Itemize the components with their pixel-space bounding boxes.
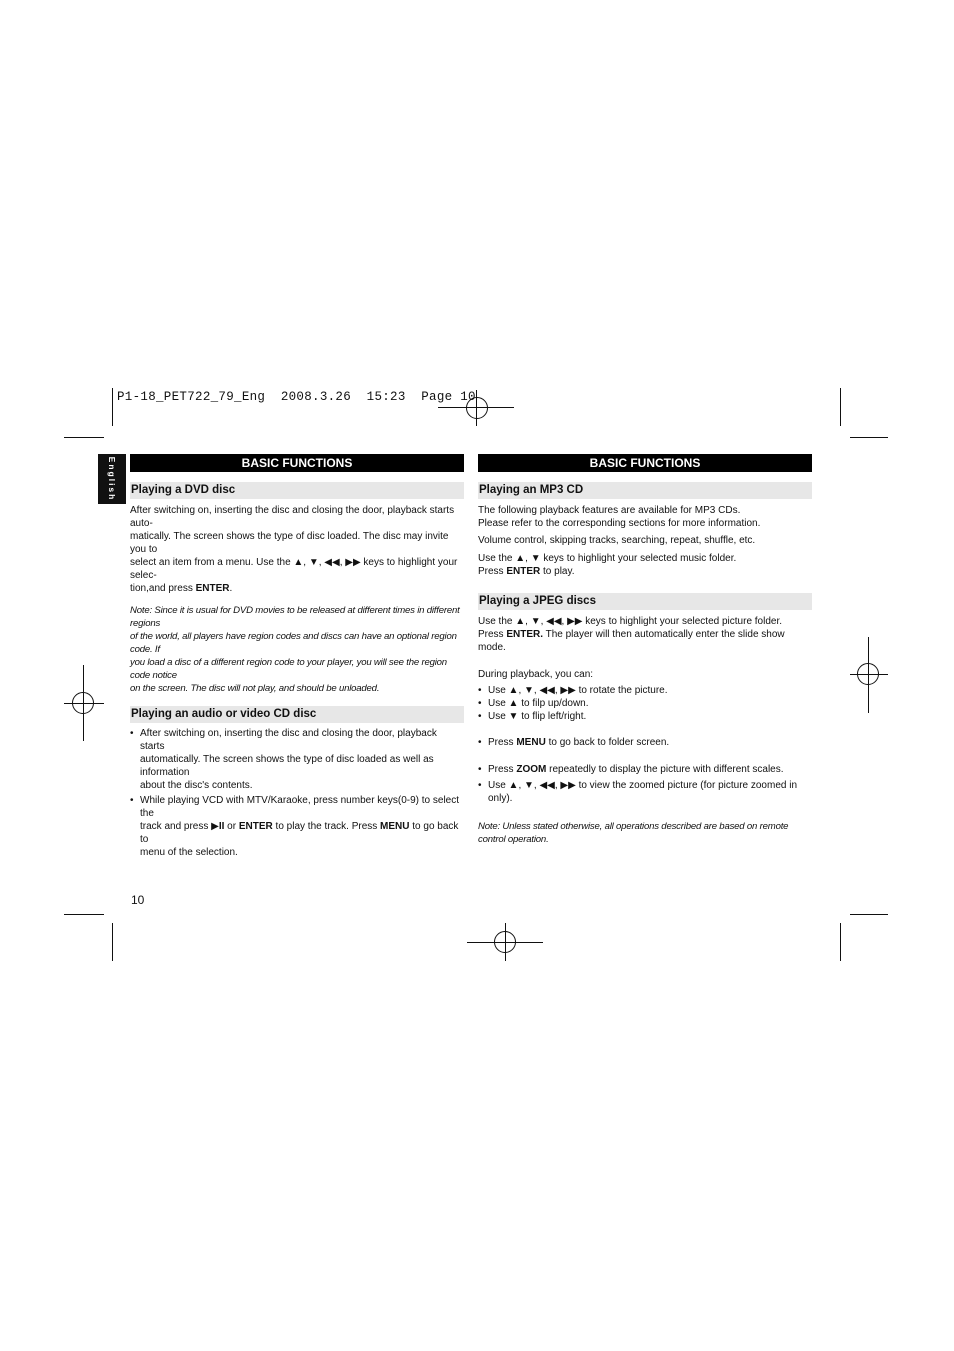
crop-mark xyxy=(112,388,113,426)
text-line: about the disc's contents. xyxy=(140,780,253,791)
note-line: Note: Since it is usual for DVD movies to be released at different times in different regions xyxy=(130,605,460,629)
key-zoom: ZOOM xyxy=(516,764,547,775)
text-line: • After switching on, inserting the disc and closing the door, playback starts xyxy=(140,728,437,752)
text-line: During playback, you can: xyxy=(478,669,594,680)
registration-mark xyxy=(494,931,516,953)
text-run: Press xyxy=(478,629,507,640)
text-line xyxy=(478,565,812,578)
text-line: menu of the selection. xyxy=(140,847,238,858)
heading-jpeg: Playing a JPEG discs xyxy=(478,593,812,610)
heading-dvd: Playing a DVD disc xyxy=(130,482,464,499)
note-line: control operation. xyxy=(478,834,549,845)
heading-mp3: Playing an MP3 CD xyxy=(478,482,812,499)
registration-mark xyxy=(72,692,94,714)
text-line: • While playing VCD with MTV/Karaoke, press number keys(0-9) to select the xyxy=(140,795,460,819)
text-line: The following playback features are available for MP3 CDs. xyxy=(478,505,741,516)
text-run: The player will then automatically enter the slide show mode. xyxy=(478,629,785,653)
text-line xyxy=(140,820,464,846)
text-run: . xyxy=(229,583,233,594)
printer-slug: P1-18_PET722_79_Eng 2008.3.26 15:23 Page 10 xyxy=(117,390,476,404)
crop-mark xyxy=(840,923,841,961)
text-run: to go back to xyxy=(140,821,459,845)
text-line xyxy=(478,628,812,654)
heading-cd: Playing an audio or video CD disc xyxy=(130,706,464,723)
list-item xyxy=(130,727,464,792)
list-item xyxy=(478,763,812,776)
text-run: Press xyxy=(478,566,507,577)
cd-list xyxy=(130,727,464,859)
language-label: English xyxy=(107,456,117,502)
text-run: or xyxy=(224,821,239,832)
text-line: Use the ▲, ▼, ◀◀, ▶▶ keys to highlight your selected picture folder. xyxy=(478,616,783,627)
crop-mark xyxy=(850,914,888,915)
list-item: • Use ▲, ▼, ◀◀, ▶▶ to view the zoomed picture (for picture zoomed in only). xyxy=(478,779,812,805)
note-line: on the screen. The disc will not play, and should be unloaded. xyxy=(130,683,380,694)
text-run: to play. xyxy=(540,566,575,577)
text-run: tion,and press xyxy=(130,583,196,594)
text-line: Please refer to the corresponding sections for more information. xyxy=(478,518,761,529)
mp3-paragraph xyxy=(478,504,812,578)
registration-mark xyxy=(857,663,879,685)
jpeg-note xyxy=(478,820,812,846)
text-line xyxy=(130,582,464,595)
key-enter: ENTER xyxy=(238,821,273,832)
list-item: • Use ▲ to filp up/down. xyxy=(478,697,812,710)
crop-mark xyxy=(112,923,113,961)
right-column xyxy=(478,454,812,846)
key-menu: MENU xyxy=(380,821,410,832)
crop-mark xyxy=(850,437,888,438)
page-number: 10 xyxy=(131,893,145,907)
text-run: Press xyxy=(488,764,517,775)
text-run: Press xyxy=(488,737,517,748)
section-band: BASIC FUNCTIONS xyxy=(478,454,812,472)
text-line: Use the ▲, ▼ keys to highlight your selected music folder. xyxy=(478,553,737,564)
text-line: After switching on, inserting the disc and closing the door, playback starts auto- xyxy=(130,505,455,529)
note-line: Note: Unless stated otherwise, all operations described are based on remote xyxy=(478,821,789,832)
text-run: repeatedly to display the picture with different scales. xyxy=(546,764,784,775)
key-enter: ENTER xyxy=(195,583,230,594)
text-line: Volume control, skipping tracks, searching, repeat, shuffle, etc. xyxy=(478,535,756,546)
text-run: track and press xyxy=(140,821,212,832)
text-line: automatically. The screen shows the type of disc loaded as well as information xyxy=(140,754,434,778)
list-item xyxy=(130,794,464,859)
left-column xyxy=(130,454,464,859)
text-line: select an item from a menu. Use the ▲, ▼, ◀◀, ▶▶ keys to highlight your selec- xyxy=(130,557,458,581)
dvd-paragraph xyxy=(130,504,464,595)
registration-mark xyxy=(466,397,488,419)
list-item: • Use ▲, ▼, ◀◀, ▶▶ to rotate the picture. xyxy=(478,684,812,697)
crop-mark xyxy=(840,388,841,426)
text-run: to go back to folder screen. xyxy=(545,737,670,748)
note-line: of the world, all players have region codes and discs can have an optional region code. If xyxy=(130,631,457,655)
text-line: matically. The screen shows the type of disc loaded. The disc may invite you to xyxy=(130,531,449,555)
crop-mark xyxy=(64,914,104,915)
key-enter: ENTER. xyxy=(506,629,544,640)
key-menu: MENU xyxy=(516,737,546,748)
section-band: BASIC FUNCTIONS xyxy=(130,454,464,472)
key-play-pause: ▶II xyxy=(211,821,225,832)
dvd-note xyxy=(130,604,464,695)
jpeg-list xyxy=(478,684,812,805)
note-line: you load a disc of a different region code to your player, you will see the region code notice xyxy=(130,657,447,681)
crop-mark xyxy=(64,437,104,438)
text-run: to play the track. Press xyxy=(272,821,381,832)
language-tab xyxy=(98,454,126,504)
list-item: • Use ▼ to flip left/right. xyxy=(478,710,812,723)
key-enter: ENTER xyxy=(506,566,541,577)
jpeg-paragraph xyxy=(478,615,812,681)
list-item xyxy=(478,736,812,749)
